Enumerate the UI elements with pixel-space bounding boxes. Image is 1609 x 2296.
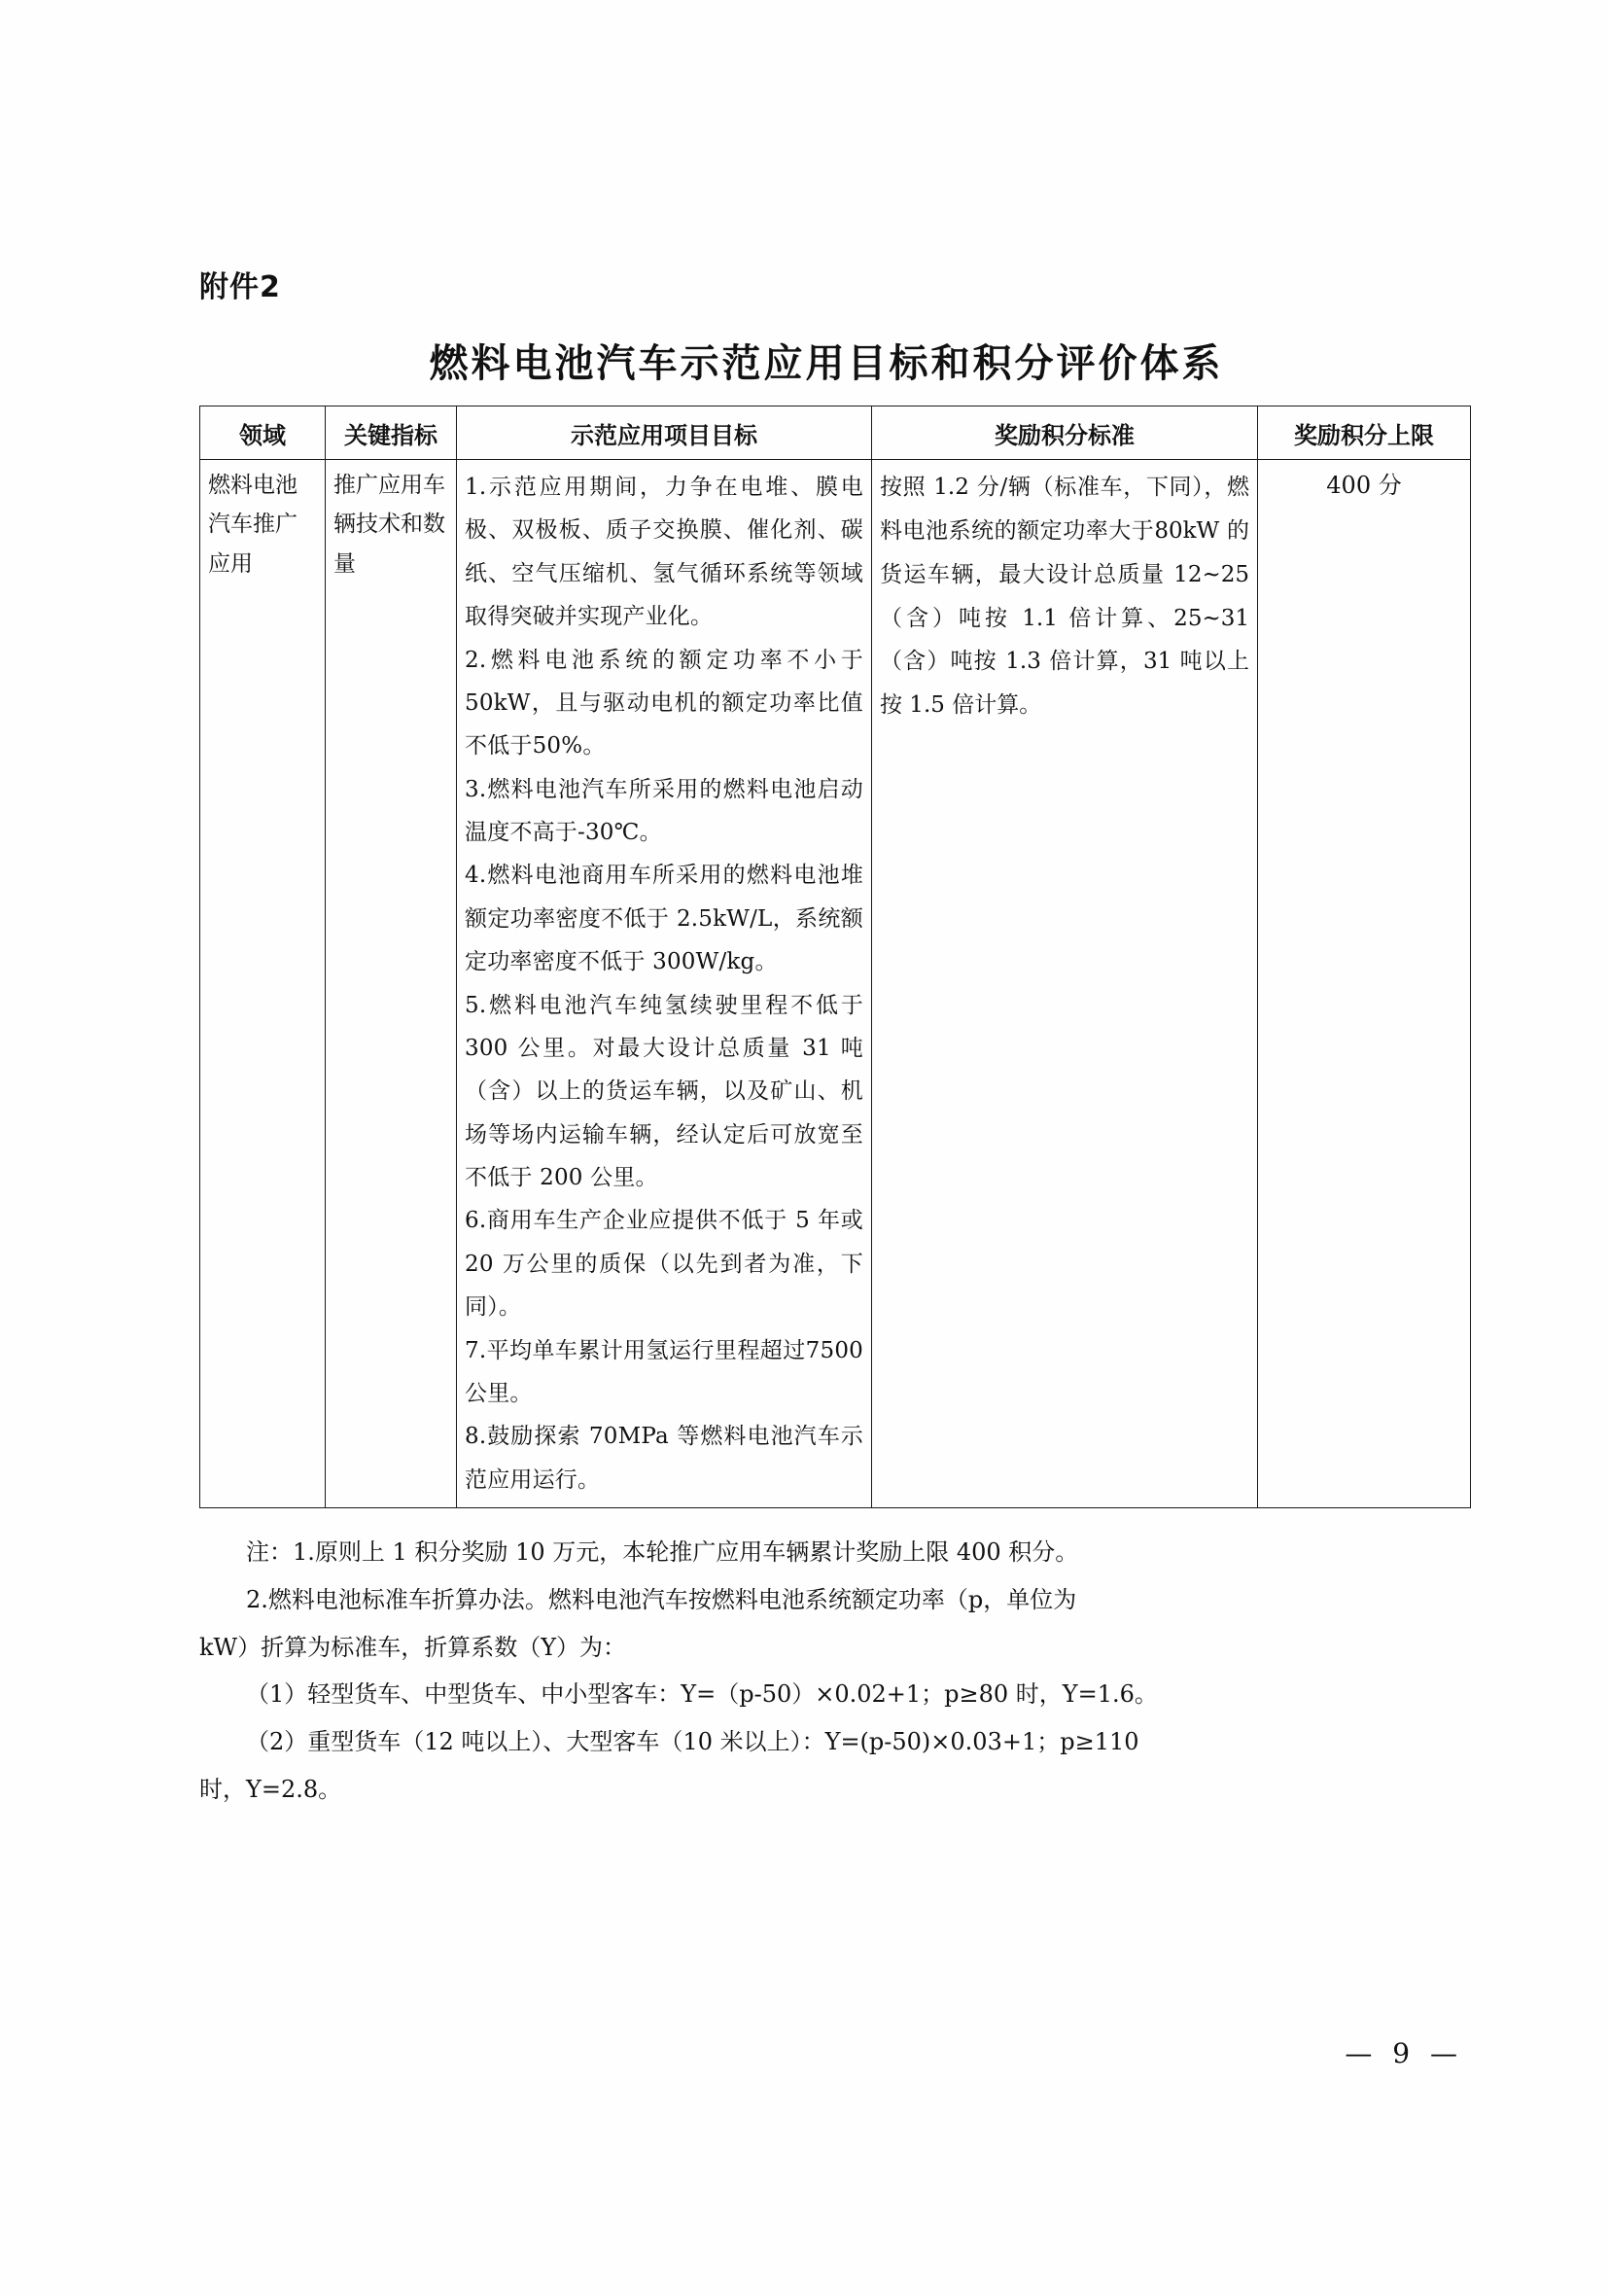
goal-item-8: 8.鼓励探索 70MPa 等燃料电池汽车示范应用运行。 <box>465 1424 863 1493</box>
cell-goals <box>457 460 872 1508</box>
goal-item-5: 5.燃料电池汽车纯氢续驶里程不低于 300 公里。对最大设计总质量 31 吨（含）以上的货运车辆，以及矿山、机场等场内运输车辆，经认定后可放宽至不低于 200 公里。 <box>465 992 863 1190</box>
note-2-line-2: kW）折算为标准车，折算系数（Y）为： <box>199 1633 627 1661</box>
table-header-goals: 示范应用项目目标 <box>457 406 872 460</box>
goal-item-4: 4.燃料电池商用车所采用的燃料电池堆额定功率密度不低于 2.5kW/L，系统额定功率密度不低于 300W/kg。 <box>465 863 863 975</box>
notes-section <box>199 1530 1453 1813</box>
goal-item-7: 7.平均单车累计用氢运行里程超过7500 公里。 <box>465 1337 863 1406</box>
table-header-field: 领域 <box>200 406 326 460</box>
goal-item-1: 1.示范应用期间，力争在电堆、膜电极、双极板、质子交换膜、催化剂、碳纸、空气压缩机、氢气循环系统等领域取得突破并实现产业化。 <box>465 475 863 630</box>
table-row <box>200 460 1471 1508</box>
page-title: 燃料电池汽车示范应用目标和积分评价体系 <box>429 341 1224 386</box>
goal-item-2: 2.燃料电池系统的额定功率不小于50kW，且与驱动电机的额定功率比值不低于50%。 <box>465 647 863 759</box>
note-2-line-1: 2.燃料电池标准车折算办法。燃料电池汽车按燃料电池系统额定功率（p，单位为 <box>246 1585 1077 1613</box>
note-2-item-2-line-2: 时，Y=2.8。 <box>199 1775 342 1803</box>
table-header-row <box>200 406 1471 460</box>
cell-field: 燃料电池汽车推广应用 <box>200 460 326 1508</box>
note-1: 注：1.原则上 1 积分奖励 10 万元，本轮推广应用车辆累计奖励上限 400 积分。 <box>246 1538 1079 1566</box>
document-content <box>199 263 1453 1815</box>
table-header-key-index: 关键指标 <box>326 406 457 460</box>
goal-item-6: 6.商用车生产企业应提供不低于 5 年或 20 万公里的质保（以先到者为准，下同）。 <box>465 1208 863 1321</box>
evaluation-table <box>199 406 1471 1508</box>
cell-key-index: 推广应用车辆技术和数量 <box>326 460 457 1508</box>
note-2-item-1: （1）轻型货车、中型货车、中小型客车：Y=（p-50）×0.02+1；p≥80 时，Y=1.6。 <box>246 1680 1158 1709</box>
note-2-item-2-line-1: （2）重型货车（12 吨以上）、大型客车（10 米以上）：Y=(p-50)×0.03+1；p≥110 <box>246 1728 1139 1756</box>
page-number: — 9 — <box>1345 2037 1463 2069</box>
cell-score-cap: 400 分 <box>1258 460 1471 1508</box>
attachment-label: 附件2 <box>199 270 281 304</box>
cell-score-standard: 按照 1.2 分/辆（标准车，下同），燃料电池系统的额定功率大于80kW 的货运车辆，最大设计总质量 12~25（含）吨按 1.1 倍计算、25~31（含）吨按 1.3 倍计算，31 吨以上按 1.5 倍计算。 <box>872 460 1258 1508</box>
goal-item-3: 3.燃料电池汽车所采用的燃料电池启动温度不高于-30℃。 <box>465 776 863 845</box>
table-header-score-cap: 奖励积分上限 <box>1258 406 1471 460</box>
table-header-score-standard: 奖励积分标准 <box>872 406 1258 460</box>
